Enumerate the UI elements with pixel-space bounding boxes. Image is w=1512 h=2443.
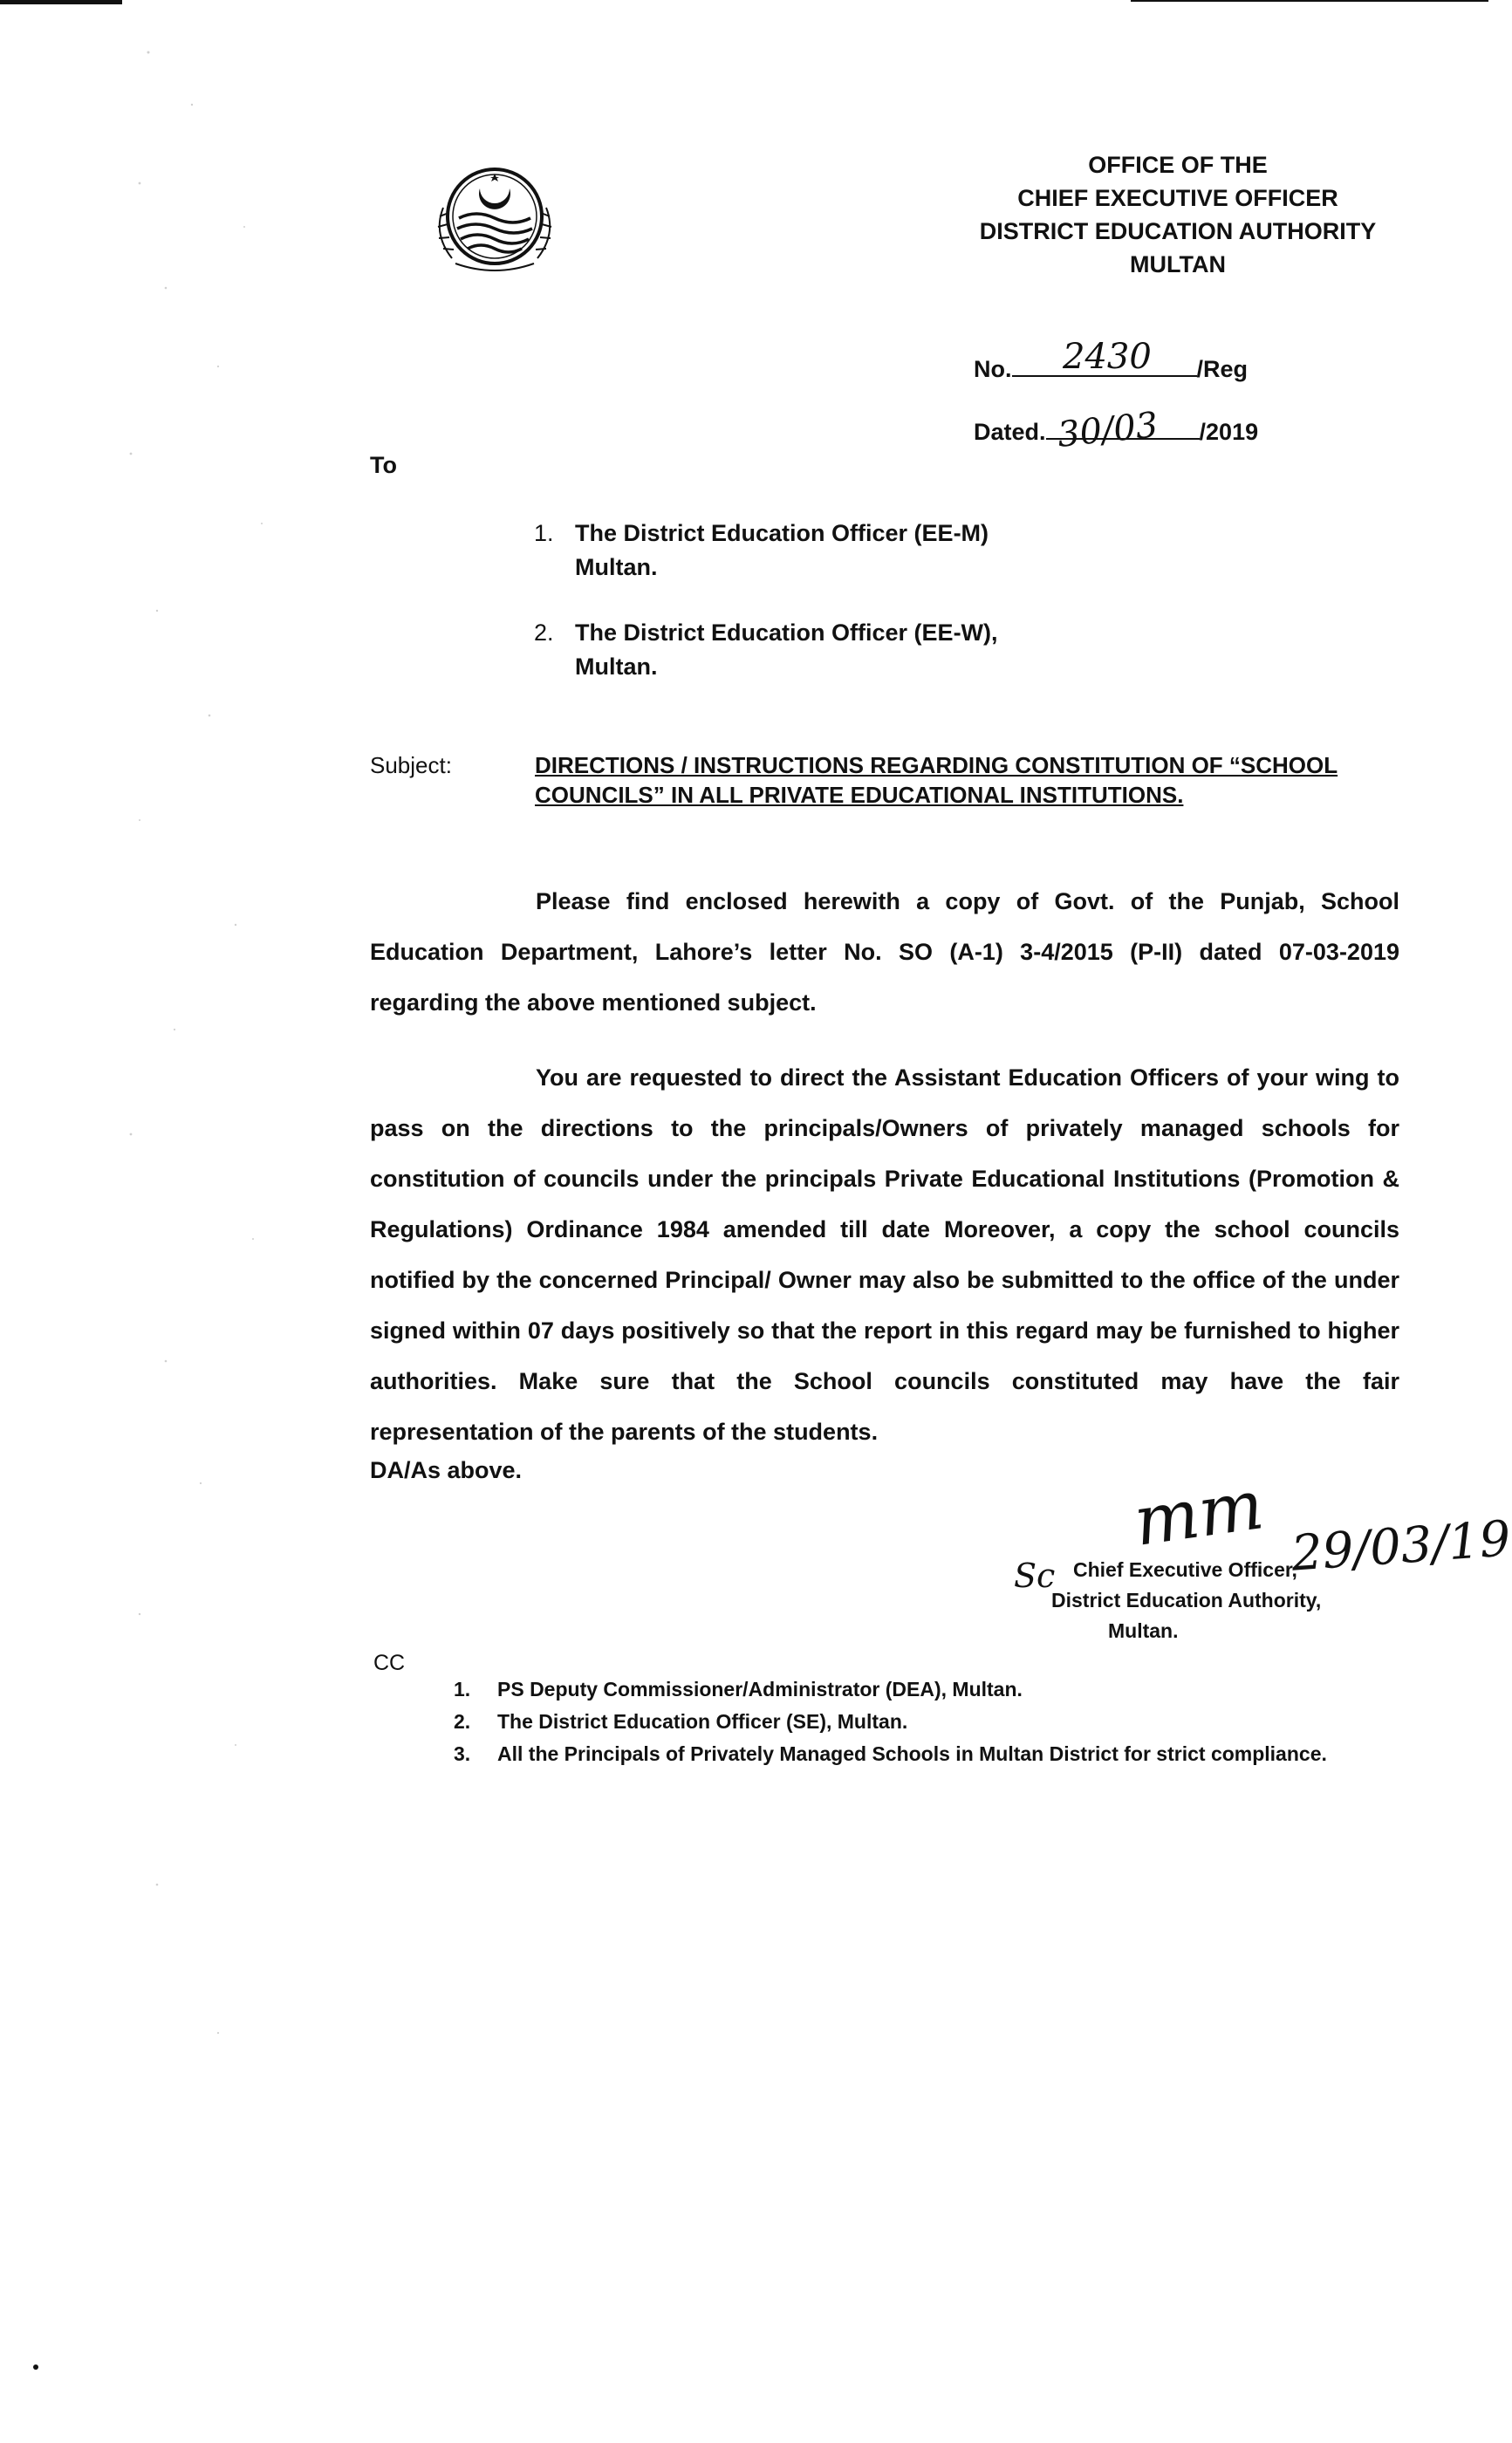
subject-text: DIRECTIONS / INSTRUCTIONS REGARDING CONSTITUTION OF “SCHOOL COUNCILS” IN ALL PRIVATE EDUCATIONAL INSTITUTIONS.: [535, 752, 1338, 808]
cc-item-number: 1.: [454, 1678, 471, 1701]
scan-speck: [33, 2364, 38, 2370]
letterhead-line-authority: DISTRICT EDUCATION AUTHORITY: [979, 218, 1377, 244]
reference-no-label: No.: [974, 356, 1012, 382]
signature-date-handwritten: 29/03/19: [1290, 1510, 1512, 1583]
cc-item-text: The District Education Officer (SE), Multan.: [497, 1710, 908, 1733]
reference-dated-suffix: /2019: [1199, 419, 1259, 445]
letterhead-line-ceo: CHIEF EXECUTIVE OFFICER: [1017, 185, 1338, 211]
cc-list-item: [454, 1738, 1327, 1770]
recipient-line: The District Education Officer (EE-W),: [575, 619, 998, 646]
signature-block: [1051, 1555, 1321, 1646]
cc-list-item: [454, 1673, 1327, 1706]
recipient-line: The District Education Officer (EE-M): [575, 520, 989, 546]
recipient-city: Multan.: [575, 654, 658, 680]
reference-no-handwritten: 2430: [1063, 337, 1152, 377]
recipient-number: 1.: [534, 520, 554, 546]
letterhead: [872, 148, 1483, 281]
cc-list: [454, 1673, 1327, 1770]
reference-no-suffix: /Reg: [1196, 356, 1249, 382]
body-paragraph-text: You are requested to direct the Assistant Education Officers of your wing to pass on the directions to the principals/Owners of privately managed schools for constitution of councils under the principals Private Educational Institutions (Promotion & Regulations) Ordinance 1984 amended till date Moreover, a copy the school councils notified by the concerned Principal/ Owner may also be submitted to the office of the under signed within 07 days positively so that the report in this regard may be furnished to higher authorities. Make sure that the School councils constituted may have the fair representation of the parents of the students.: [370, 1064, 1399, 1445]
signature-line-city: Multan.: [1108, 1619, 1179, 1642]
signature-prefix-handwritten: Sc: [1014, 1557, 1056, 1595]
recipient-city: Multan.: [575, 554, 658, 580]
signature-line-title: Chief Executive Officer,: [1073, 1558, 1297, 1581]
cc-label: CC: [373, 1651, 406, 1675]
cc-list-item: [454, 1706, 1327, 1738]
signature-handwritten: mm: [1129, 1466, 1269, 1562]
scan-edge-line: [1131, 0, 1488, 2]
letterhead-line-office: OFFICE OF THE: [1088, 152, 1268, 178]
subject-label: Subject:: [370, 752, 452, 778]
enclosure-note: DA/As above.: [370, 1457, 523, 1483]
reference-dated-label: Dated.: [974, 419, 1046, 445]
signature-line-authority: District Education Authority,: [1051, 1589, 1322, 1612]
government-of-punjab-emblem-icon: [417, 155, 572, 286]
recipient-item: [534, 517, 989, 585]
reference-date-handwritten: 30/03: [1055, 405, 1160, 455]
cc-item-text: PS Deputy Commissioner/Administrator (DEA), Multan.: [497, 1678, 1023, 1701]
letterhead-line-city: MULTAN: [1130, 251, 1226, 277]
recipient-item: [534, 616, 998, 684]
cc-item-number: 3.: [454, 1742, 471, 1765]
body-paragraph-text: Please find enclosed herewith a copy of Govt. of the Punjab, School Education Department, Lahore’s letter No. SO (A-1) 3-4/2015 (P-II) dated 07-03-2019 regarding the above mentioned subject.: [370, 888, 1399, 1016]
cc-item-number: 2.: [454, 1710, 471, 1733]
scan-noise: [113, 0, 305, 2443]
body-paragraph: [370, 876, 1399, 1028]
recipient-number: 2.: [534, 619, 554, 646]
body-paragraph: [370, 1052, 1399, 1457]
to-label: To: [370, 452, 397, 478]
cc-item-text: All the Principals of Privately Managed Schools in Multan District for strict compliance.: [497, 1742, 1327, 1765]
scan-edge-line: [0, 0, 122, 4]
